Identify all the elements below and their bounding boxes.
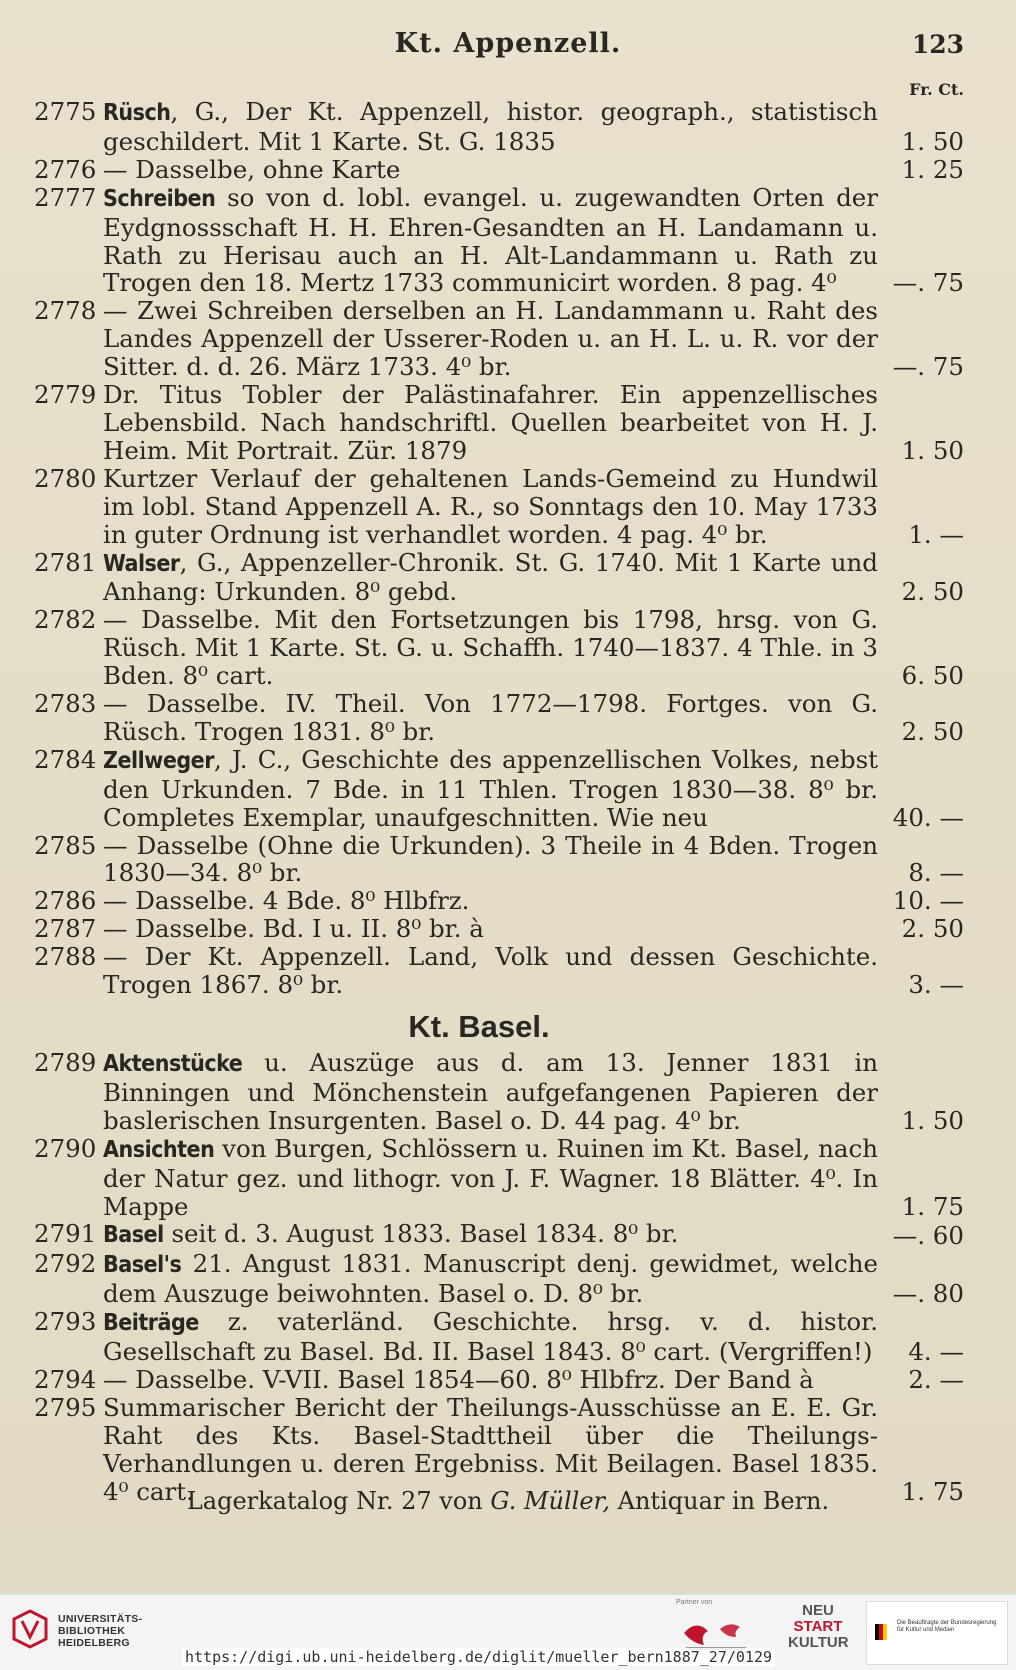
entry-price: —. 80	[892, 1279, 964, 1309]
catalog-entry	[34, 915, 964, 943]
neustart-line-2: START	[793, 1618, 843, 1635]
federal-commissioner-logo[interactable]	[866, 1601, 1008, 1665]
entry-text: — Der Kt. Appenzell. Land, Volk und dessen Geschichte. Trogen 1867. 8⁰ br.	[103, 942, 878, 1000]
entry-keyword: Ansichten	[103, 1136, 215, 1163]
entry-number: 2777	[34, 182, 97, 212]
university-seal-icon[interactable]	[10, 1609, 50, 1649]
entry-number: 2779	[34, 380, 97, 410]
entry-description	[103, 98, 878, 156]
entry-description	[103, 184, 878, 298]
federal-commissioner-text: Die Beauftragte der Bundesregierung für Kultur und Medien	[897, 1620, 997, 1633]
catalog-entry	[34, 1366, 964, 1394]
entry-price: —. 75	[892, 352, 964, 382]
entry-number: 2781	[34, 547, 97, 577]
entry-keyword: Beiträge	[103, 1310, 199, 1337]
partner-label: Partner von	[676, 1599, 713, 1606]
entry-number: 2787	[34, 914, 97, 944]
entry-text: seit d. 3. August 1833. Basel 1834. 8⁰ br.	[163, 1219, 679, 1249]
entry-price: —. 60	[892, 1221, 964, 1251]
catalog-entry	[34, 1250, 964, 1308]
entries-basel	[34, 1049, 964, 1506]
entry-description	[103, 690, 878, 746]
entry-price: —. 75	[892, 268, 964, 298]
entry-text: — Dasselbe. Bd. I u. II. 8⁰ br. à	[103, 914, 484, 944]
uni-line-1: UNIVERSITÄTS-	[58, 1613, 143, 1625]
footer-suffix: Antiquar in Bern.	[610, 1487, 830, 1515]
entry-description	[103, 381, 878, 465]
entry-number: 2784	[34, 744, 97, 774]
entry-text: u. Auszüge aus d. am 13. Jenner 1831 in Binningen und Mönchenstein aufgefangenen Papieren der baslerischen Insurgenten. Basel o. D. 44 pag. 4⁰ br.	[103, 1048, 878, 1135]
catalog-entry	[34, 690, 964, 746]
entry-price: 3. —	[908, 970, 964, 1000]
entry-text: z. vaterländ. Geschichte. hrsg. v. d. histor. Gesellschaft zu Basel. Bd. II. Basel 1843. 8⁰ cart. (Vergriffen!)	[103, 1307, 878, 1367]
entry-number: 2780	[34, 463, 97, 493]
entry-number: 2791	[34, 1219, 97, 1249]
entry-description	[103, 1220, 878, 1250]
partner-bird-logo-icon[interactable]	[680, 1613, 750, 1653]
neustart-line-3: KULTUR	[788, 1634, 849, 1651]
price-column-header: Fr. Ct.	[909, 80, 964, 99]
entry-text: — Dasselbe (Ohne die Urkunden). 3 Theile in 4 Bden. Trogen 1830—34. 8⁰ br.	[103, 830, 878, 888]
entry-description	[103, 746, 878, 832]
catalog-entry	[34, 1135, 964, 1221]
catalog-entry	[34, 98, 964, 156]
catalog-footer	[0, 1487, 1016, 1515]
neustart-line-1: NEU	[802, 1602, 834, 1619]
neustart-kultur-logo[interactable]	[788, 1603, 848, 1658]
entry-price: 1. 50	[901, 126, 964, 156]
entry-text: — Dasselbe. V-VII. Basel 1854—60. 8⁰ Hlbfrz. Der Band à	[103, 1364, 814, 1394]
uni-line-2: BIBLIOTHEK	[58, 1625, 126, 1637]
entry-keyword: Basel's	[103, 1252, 182, 1279]
entry-text: — Dasselbe. 4 Bde. 8⁰ Hlbfrz.	[103, 886, 470, 916]
entry-keyword: Zellweger	[103, 747, 214, 774]
entry-text: — Zwei Schreiben derselben an H. Landammann u. Raht des Landes Appenzell der Usserer-Roden u. an H. L. u. R. vor der Sitter. d. d. 26. März 1733. 4⁰ br.	[103, 296, 878, 382]
entry-price: 40. —	[892, 802, 964, 832]
university-library-name[interactable]	[58, 1613, 142, 1649]
catalog-entry	[34, 943, 964, 999]
catalog-entry	[34, 832, 964, 888]
uni-line-3: HEIDELBERG	[58, 1637, 130, 1649]
entry-number: 2794	[34, 1364, 97, 1394]
entry-text: , G., Der Kt. Appenzell, histor. geograph., statistisch geschildert. Mit 1 Karte. St. G. 1835	[103, 97, 878, 156]
entry-number: 2792	[34, 1249, 97, 1279]
entry-text: — Dasselbe. IV. Theil. Von 1772—1798. Fortges. von G. Rüsch. Trogen 1831. 8⁰ br.	[103, 689, 878, 746]
entry-number: 2785	[34, 830, 97, 860]
entry-number: 2782	[34, 605, 97, 635]
entry-text: Kurtzer Verlauf der gehaltenen Lands-Gemeind zu Hundwil im lobl. Stand Appenzell A. R., so Sonntags den 10. May 1733 in guter Ordnung ist verhandlet worden. 4 pag. 4⁰ br.	[103, 463, 878, 549]
catalog-entry	[34, 1049, 964, 1135]
entry-keyword: Walser	[103, 550, 180, 577]
catalog-entry	[34, 746, 964, 832]
entry-price: 1. 75	[901, 1476, 964, 1506]
entry-description	[103, 943, 878, 999]
entry-text: , G., Appenzeller-Chronik. St. G. 1740. Mit 1 Karte und Anhang: Urkunden. 8⁰ gebd.	[103, 547, 878, 607]
entry-number: 2789	[34, 1048, 97, 1077]
catalog-entry	[34, 184, 964, 298]
entry-keyword: Schreiben	[103, 185, 216, 212]
entry-price: 2. 50	[901, 914, 964, 944]
entry-price: 1. 50	[901, 1105, 964, 1135]
entry-description	[103, 887, 878, 915]
catalog-entry	[34, 1220, 964, 1250]
entry-number: 2786	[34, 886, 97, 916]
entry-text: so von d. lobl. evangel. u. zugewandten Orten der Eydgnossschaft H. H. Ehren-Gesandten an H. Landamann u. Rath zu Herisau auch an H. Alt-Landammann u. Rath zu Trogen den 18. Mertz 1733 communicirt worden. 8 pag. 4⁰	[103, 182, 878, 298]
entry-price: 6. 50	[901, 661, 964, 691]
catalog-entry	[34, 297, 964, 381]
entry-description	[103, 606, 878, 690]
entry-text: von Burgen, Schlössern u. Ruinen im Kt. Basel, nach der Natur gez. und lithogr. von J. F. Wagner. 18 Blätter. 4⁰. In Mappe	[103, 1133, 878, 1221]
entry-description	[103, 1049, 878, 1135]
entry-number: 2783	[34, 689, 97, 719]
entry-description	[103, 549, 878, 607]
entry-description	[103, 915, 878, 943]
entry-price: 1. 75	[901, 1191, 964, 1221]
entry-description	[103, 465, 878, 549]
entry-price: 10. —	[892, 886, 964, 916]
entry-keyword: Basel	[103, 1222, 164, 1249]
entry-keyword: Aktenstücke	[103, 1051, 243, 1077]
entry-description	[103, 1366, 878, 1394]
entry-number: 2788	[34, 942, 97, 972]
footer-prefix: Lagerkatalog Nr. 27 von	[186, 1487, 491, 1515]
entry-price: 1. 25	[901, 154, 964, 184]
entry-price: 1. 50	[901, 435, 964, 465]
catalog-entry	[34, 549, 964, 607]
entry-price: 2. —	[908, 1364, 964, 1394]
section-title: Kt. Basel.	[408, 1009, 550, 1044]
entry-description	[103, 832, 878, 888]
catalog-entry	[34, 1308, 964, 1366]
entry-number: 2795	[34, 1392, 97, 1422]
entry-number: 2775	[34, 97, 97, 126]
catalog-entry	[34, 465, 964, 549]
entries-appenzell	[34, 98, 964, 999]
catalog-entries	[34, 98, 964, 1506]
entry-price: 1. —	[908, 519, 964, 549]
entry-number: 2778	[34, 296, 97, 326]
catalog-entry	[34, 381, 964, 465]
entry-text: — Dasselbe, ohne Karte	[103, 154, 401, 184]
entry-description	[103, 1308, 878, 1366]
entry-description	[103, 297, 878, 381]
entry-text: — Dasselbe. Mit den Fortsetzungen bis 1798, hrsg. von G. Rüsch. Mit 1 Karte. St. G. u. Schaffh. 1740—1837. 4 Thle. in 3 Bden. 8⁰ cart.	[103, 605, 878, 691]
entry-description	[103, 1135, 878, 1221]
catalog-entry	[34, 887, 964, 915]
entry-price: 4. —	[908, 1337, 964, 1367]
catalog-entry	[34, 156, 964, 184]
entry-text: 21. Angust 1831. Manuscript denj. gewidmet, welche dem Auszuge beiwohnten. Basel o. D. 8⁰ br.	[103, 1249, 878, 1309]
page-title: Kt. Appenzell.	[394, 28, 622, 59]
entry-text: , J. C., Geschichte des appenzellischen Volkes, nebst den Urkunden. 7 Bde. in 11 Thlen. Trogen 1830—38. 8⁰ br. Completes Exemplar, unaufgeschnitten. Wie neu	[103, 744, 878, 832]
entry-number: 2790	[34, 1133, 97, 1163]
german-eagle-icon	[875, 1624, 889, 1640]
footer-author: G. Müller,	[490, 1487, 611, 1515]
entry-number: 2776	[34, 154, 97, 184]
page-header	[0, 24, 1016, 64]
entry-number: 2793	[34, 1307, 97, 1337]
entry-description	[103, 1250, 878, 1308]
entry-keyword: Rüsch	[103, 100, 171, 126]
entry-text: Summarischer Bericht der Theilungs-Ausschüsse an E. E. Gr. Raht des Kts. Basel-Stadttheil über die Theilungs-Verhandlungen u. deren Ergebniss. Mit Beilagen. Basel 1835. 4⁰ cart.	[103, 1392, 878, 1506]
entry-description	[103, 156, 878, 184]
entry-text: Dr. Titus Tobler der Palästinafahrer. Ein appenzellisches Lebensbild. Nach handschriftl. Quellen bearbeitet von H. J. Heim. Mit Portrait. Zür. 1879	[103, 380, 878, 465]
entry-price: 8. —	[908, 858, 964, 888]
permalink-url[interactable]: https://digi.ub.uni-heidelberg.de/diglit/mueller_bern1887_27/0129	[182, 1648, 775, 1666]
catalog-entry	[34, 606, 964, 690]
entry-price: 2. 50	[901, 577, 964, 607]
page-number: 123	[911, 30, 964, 59]
entry-price: 2. 50	[901, 716, 964, 746]
